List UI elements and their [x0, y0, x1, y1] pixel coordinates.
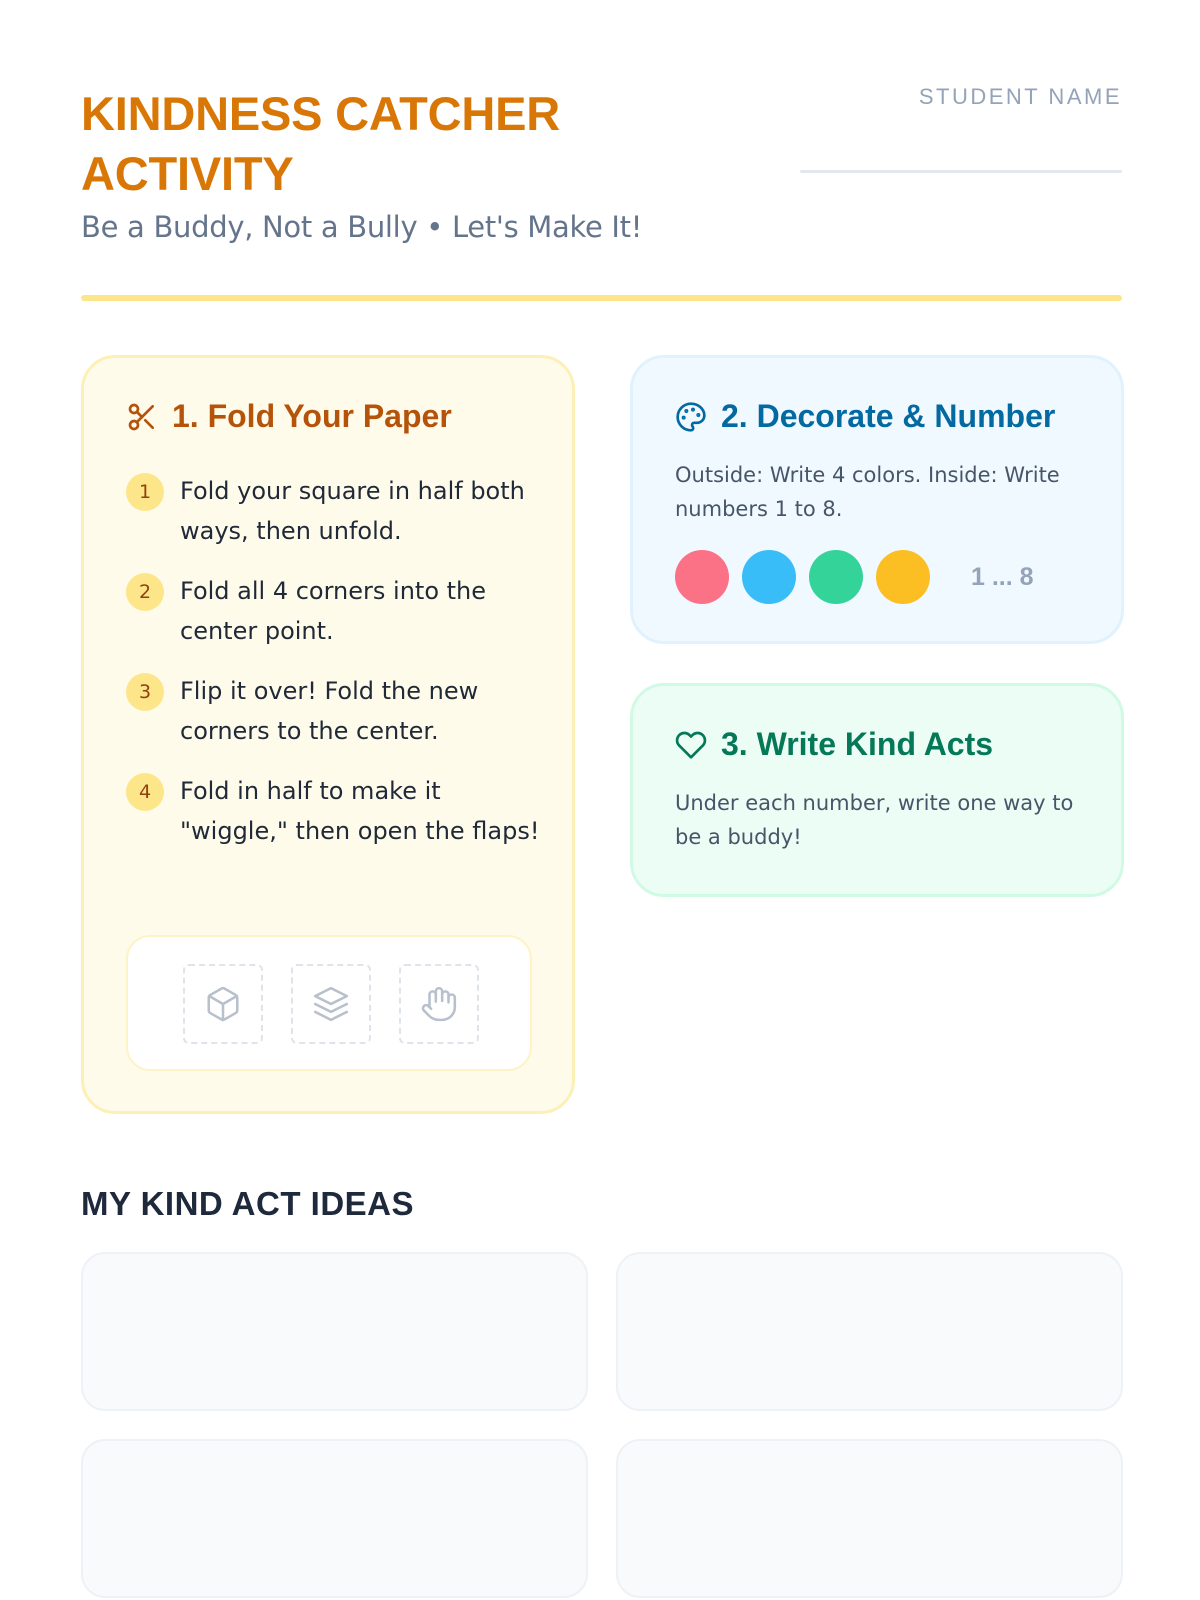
color-swatch-green	[809, 550, 863, 604]
fold-step	[126, 771, 546, 851]
heart-icon	[675, 729, 707, 761]
idea-box-1[interactable]	[81, 1252, 588, 1411]
step-text: Flip it over! Fold the new corners to the center.	[180, 677, 479, 745]
fold-diagram-strip	[126, 935, 532, 1071]
page-subtitle: Be a Buddy, Not a Bully • Let's Make It!	[81, 210, 643, 244]
kind-acts-card-title-text: 3. Write Kind Acts	[721, 726, 994, 762]
student-name-field[interactable]	[800, 84, 1122, 174]
student-name-label: STUDENT NAME	[918, 84, 1122, 109]
idea-box-3[interactable]	[81, 1439, 588, 1598]
fold-steps-list	[126, 471, 546, 871]
decorate-card	[630, 355, 1124, 644]
step-text: Fold all 4 corners into the center point.	[180, 577, 487, 645]
decorate-description: Outside: Write 4 colors. Inside: Write numbers 1 to 8.	[675, 463, 1060, 521]
step-number-badge: 2	[126, 573, 164, 611]
fold-instructions-card	[81, 355, 575, 1114]
worksheet-header	[81, 84, 1122, 304]
idea-box-4[interactable]	[616, 1439, 1123, 1598]
kind-acts-description: Under each number, write one way to be a buddy!	[675, 791, 1074, 849]
ideas-heading: MY KIND ACT IDEAS	[81, 1185, 415, 1222]
kind-acts-card	[630, 683, 1124, 897]
step-text: Fold your square in half both ways, then unfold.	[180, 477, 525, 545]
kind-acts-card-title	[675, 726, 993, 763]
student-name-line	[800, 170, 1122, 173]
scissors-icon	[126, 401, 158, 433]
step-number-badge: 4	[126, 773, 164, 811]
color-swatch-pink	[675, 550, 729, 604]
color-swatch-yellow	[876, 550, 930, 604]
decorate-card-title-text: 2. Decorate & Number	[721, 398, 1056, 434]
cube-icon	[183, 964, 263, 1044]
idea-box-2[interactable]	[616, 1252, 1123, 1411]
hand-icon	[399, 964, 479, 1044]
layers-icon	[291, 964, 371, 1044]
page-title: KINDNESS CATCHER ACTIVITY	[81, 87, 561, 200]
step-text: Fold in half to make it "wiggle," then open the flaps!	[180, 777, 540, 845]
number-range-label: 1 ... 8	[971, 562, 1034, 591]
header-divider	[81, 295, 1122, 301]
color-swatch-blue	[742, 550, 796, 604]
fold-card-title	[126, 398, 452, 435]
fold-step	[126, 471, 546, 551]
decorate-card-title	[675, 398, 1055, 435]
step-number-badge: 3	[126, 673, 164, 711]
step-number-badge: 1	[126, 473, 164, 511]
fold-step	[126, 671, 546, 751]
color-swatches	[675, 550, 1034, 604]
fold-step	[126, 571, 546, 651]
palette-icon	[675, 401, 707, 433]
fold-card-title-text: 1. Fold Your Paper	[172, 398, 452, 434]
